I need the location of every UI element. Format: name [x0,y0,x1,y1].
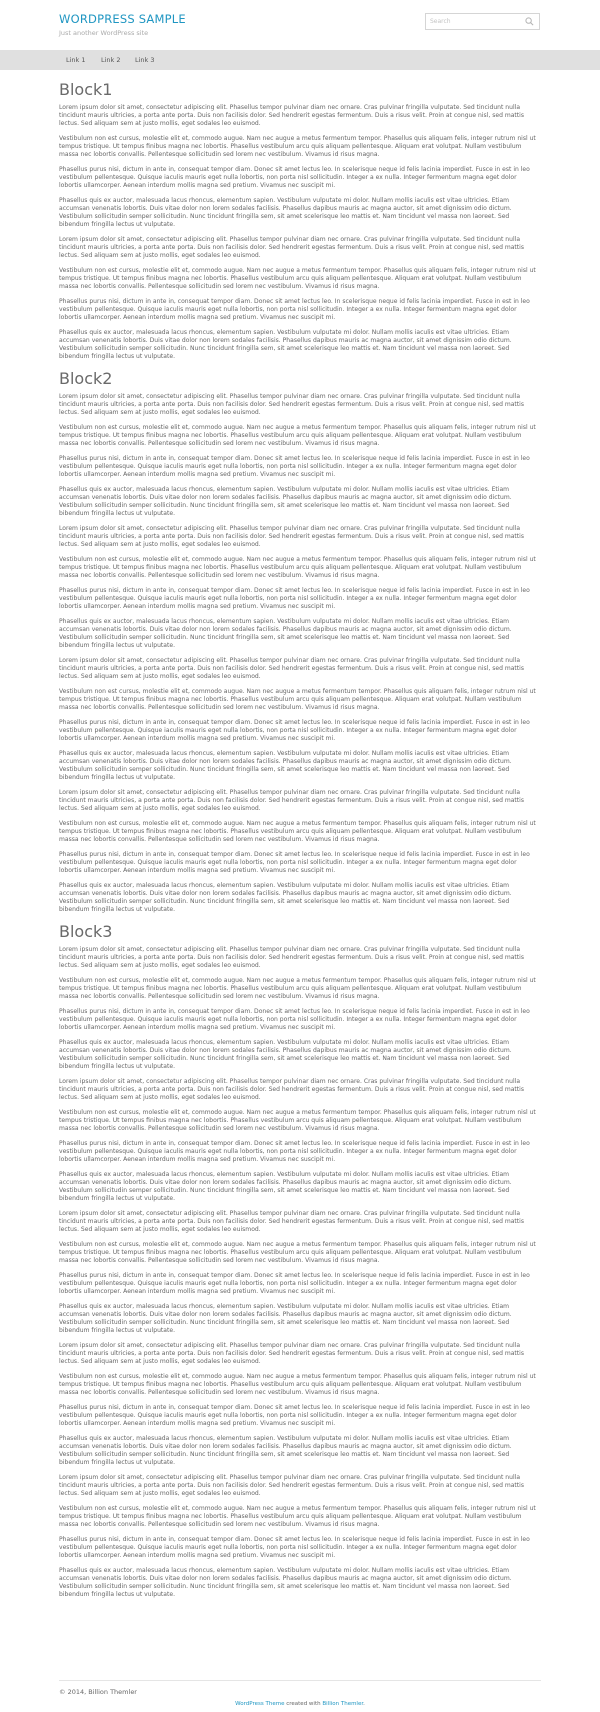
block-paragraph: Phasellus purus nisi, dictum in ante in, consequat tempor diam. Donec sit amet lectus leo. In scelerisque neque id felis lacinia imperdiet. Fusce in est in leo vestibulum pellentesque. Quisque iaculis mauris eget nulla lobortis, non porta nisl sollicitudin. Integer a ex nulla. Integer fermentum magna eget dolor lobortis ullamcorper. Aenean interdum mollis magna sed pretium. Vivamus nec suscipit mi. [59,851,530,874]
content-block [59,369,541,914]
block-paragraph: Phasellus purus nisi, dictum in ante in, consequat tempor diam. Donec sit amet lectus leo. In scelerisque neque id felis lacinia imperdiet. Fusce in est in leo vestibulum pellentesque. Quisque iaculis mauris eget nulla lobortis, non porta nisl sollicitudin. Integer a ex nulla. Integer fermentum magna eget dolor lobortis ullamcorper. Aenean interdum mollis magna sed pretium. Vivamus nec suscipit mi. [59,166,530,189]
block-paragraph: Phasellus purus nisi, dictum in ante in, consequat tempor diam. Donec sit amet lectus leo. In scelerisque neque id felis lacinia imperdiet. Fusce in est in leo vestibulum pellentesque. Quisque iaculis mauris eget nulla lobortis, non porta nisl sollicitudin. Integer a ex nulla. Integer fermentum magna eget dolor lobortis ullamcorper. Aenean interdum mollis magna sed pretium. Vivamus nec suscipit mi. [59,587,530,610]
block-paragraph: Phasellus purus nisi, dictum in ante in, consequat tempor diam. Donec sit amet lectus leo. In scelerisque neque id felis lacinia imperdiet. Fusce in est in leo vestibulum pellentesque. Quisque iaculis mauris eget nulla lobortis, non porta nisl sollicitudin. Integer a ex nulla. Integer fermentum magna eget dolor lobortis ullamcorper. Aenean interdum mollis magna sed pretium. Vivamus nec suscipit mi. [59,1140,530,1163]
block-paragraph: Phasellus quis ex auctor, malesuada lacus rhoncus, elementum sapien. Vestibulum vulputate mi dolor. Nullam mollis iaculis est vitae ultricies. Etiam accumsan venenatis lobortis. Duis vitae dolor non lorem sodales facilisis. Phasellus dapibus mauris ac magna auctor, sit amet dignissim odio dictum. Vestibulum sollicitudin semper sollicitudin. Nunc tincidunt fringilla sem, sit amet scelerisque leo mattis et. Nam tincidunt vel massa non laoreet. Sed bibendum fringilla lectus ut vulputate. [59,882,512,913]
block-paragraph: Phasellus purus nisi, dictum in ante in, consequat tempor diam. Donec sit amet lectus leo. In scelerisque neque id felis lacinia imperdiet. Fusce in est in leo vestibulum pellentesque. Quisque iaculis mauris eget nulla lobortis, non porta nisl sollicitudin. Integer a ex nulla. Integer fermentum magna eget dolor lobortis ullamcorper. Aenean interdum mollis magna sed pretium. Vivamus nec suscipit mi. [59,1404,530,1427]
block-paragraph: Vestibulum non est cursus, molestie elit et, commodo augue. Nam nec augue a metus fermentum tempor. Phasellus quis aliquam felis, integer rutrum nisl ut tempus tristique. Ut tempus finibus magna nec lobortis. Phasellus vestibulum arcu quis aliquam pellentesque. Aliquam erat volutpat. Nullam vestibulum massa nec lobortis convallis. Pellentesque sollicitudin sed lorem nec vestibulum. Vivamus id risus magna. [59,1241,536,1264]
block-paragraph: Phasellus purus nisi, dictum in ante in, consequat tempor diam. Donec sit amet lectus leo. In scelerisque neque id felis lacinia imperdiet. Fusce in est in leo vestibulum pellentesque. Quisque iaculis mauris eget nulla lobortis, non porta nisl sollicitudin. Integer a ex nulla. Integer fermentum magna eget dolor lobortis ullamcorper. Aenean interdum mollis magna sed pretium. Vivamus nec suscipit mi. [59,298,530,321]
nav-link-2[interactable]: Link 2 [101,56,121,64]
footer-copyright: © 2014, Billion Themler [59,1688,137,1696]
site-header [0,0,600,50]
block-paragraph: Phasellus quis ex auctor, malesuada lacus rhoncus, elementum sapien. Vestibulum vulputate mi dolor. Nullam mollis iaculis est vitae ultricies. Etiam accumsan venenatis lobortis. Duis vitae dolor non lorem sodales facilisis. Phasellus dapibus mauris ac magna auctor, sit amet dignissim odio dictum. Vestibulum sollicitudin semper sollicitudin. Nunc tincidunt fringilla sem, sit amet scelerisque leo mattis et. Nam tincidunt vel massa non laoreet. Sed bibendum fringilla lectus ut vulputate. [59,1303,512,1334]
block-paragraph: Vestibulum non est cursus, molestie elit et, commodo augue. Nam nec augue a metus fermentum tempor. Phasellus quis aliquam felis, integer rutrum nisl ut tempus tristique. Ut tempus finibus magna nec lobortis. Phasellus vestibulum arcu quis aliquam pellentesque. Aliquam erat volutpat. Nullam vestibulum massa nec lobortis convallis. Pellentesque sollicitudin sed lorem nec vestibulum. Vivamus id risus magna. [59,135,536,158]
block-paragraph: Lorem ipsum dolor sit amet, consectetur adipiscing elit. Phasellus tempor pulvinar diam nec ornare. Cras pulvinar fringilla vulputate. Sed tincidunt nulla tincidunt mauris ultricies, a porta ante porta. Duis non facilisis dolor. Sed hendrerit egestas fermentum. Duis a risus velit. Proin at congue nisl, sed mattis lectus. Sed aliquam sem at justo mollis, eget sodales leo euismod. [59,657,524,680]
footer-theme-link[interactable]: WordPress Theme [235,1701,285,1707]
block-paragraph: Lorem ipsum dolor sit amet, consectetur adipiscing elit. Phasellus tempor pulvinar diam nec ornare. Cras pulvinar fringilla vulputate. Sed tincidunt nulla tincidunt mauris ultricies, a porta ante porta. Duis non facilisis dolor. Sed hendrerit egestas fermentum. Duis a risus velit. Proin at congue nisl, sed mattis lectus. Sed aliquam sem at justo mollis, eget sodales leo euismod. [59,525,524,548]
main-content [59,72,541,1674]
block-paragraph: Phasellus quis ex auctor, malesuada lacus rhoncus, elementum sapien. Vestibulum vulputate mi dolor. Nullam mollis iaculis est vitae ultricies. Etiam accumsan venenatis lobortis. Duis vitae dolor non lorem sodales facilisis. Phasellus dapibus mauris ac magna auctor, sit amet dignissim odio dictum. Vestibulum sollicitudin semper sollicitudin. Nunc tincidunt fringilla sem, sit amet scelerisque leo mattis et. Nam tincidunt vel massa non laoreet. Sed bibendum fringilla lectus ut vulputate. [59,618,512,649]
nav-link-1[interactable]: Link 1 [66,56,86,64]
block-paragraph: Phasellus quis ex auctor, malesuada lacus rhoncus, elementum sapien. Vestibulum vulputate mi dolor. Nullam mollis iaculis est vitae ultricies. Etiam accumsan venenatis lobortis. Duis vitae dolor non lorem sodales facilisis. Phasellus dapibus mauris ac magna auctor, sit amet dignissim odio dictum. Vestibulum sollicitudin semper sollicitudin. Nunc tincidunt fringilla sem, sit amet scelerisque leo mattis et. Nam tincidunt vel massa non laoreet. Sed bibendum fringilla lectus ut vulputate. [59,329,512,360]
block-paragraph: Lorem ipsum dolor sit amet, consectetur adipiscing elit. Phasellus tempor pulvinar diam nec ornare. Cras pulvinar fringilla vulputate. Sed tincidunt nulla tincidunt mauris ultricies, a porta ante porta. Duis non facilisis dolor. Sed hendrerit egestas fermentum. Duis a risus velit. Proin at congue nisl, sed mattis lectus. Sed aliquam sem at justo mollis, eget sodales leo euismod. [59,789,524,812]
block-paragraph: Phasellus quis ex auctor, malesuada lacus rhoncus, elementum sapien. Vestibulum vulputate mi dolor. Nullam mollis iaculis est vitae ultricies. Etiam accumsan venenatis lobortis. Duis vitae dolor non lorem sodales facilisis. Phasellus dapibus mauris ac magna auctor, sit amet dignissim odio dictum. Vestibulum sollicitudin semper sollicitudin. Nunc tincidunt fringilla sem, sit amet scelerisque leo mattis et. Nam tincidunt vel massa non laoreet. Sed bibendum fringilla lectus ut vulputate. [59,1567,512,1598]
block-paragraph: Phasellus purus nisi, dictum in ante in, consequat tempor diam. Donec sit amet lectus leo. In scelerisque neque id felis lacinia imperdiet. Fusce in est in leo vestibulum pellentesque. Quisque iaculis mauris eget nulla lobortis, non porta nisl sollicitudin. Integer a ex nulla. Integer fermentum magna eget dolor lobortis ullamcorper. Aenean interdum mollis magna sed pretium. Vivamus nec suscipit mi. [59,719,530,742]
nav-link-3[interactable]: Link 3 [135,56,155,64]
block-paragraph: Vestibulum non est cursus, molestie elit et, commodo augue. Nam nec augue a metus fermentum tempor. Phasellus quis aliquam felis, integer rutrum nisl ut tempus tristique. Ut tempus finibus magna nec lobortis. Phasellus vestibulum arcu quis aliquam pellentesque. Aliquam erat volutpat. Nullam vestibulum massa nec lobortis convallis. Pellentesque sollicitudin sed lorem nec vestibulum. Vivamus id risus magna. [59,1373,536,1396]
footer-divider [59,1680,541,1681]
block-paragraph: Vestibulum non est cursus, molestie elit et, commodo augue. Nam nec augue a metus fermentum tempor. Phasellus quis aliquam felis, integer rutrum nisl ut tempus tristique. Ut tempus finibus magna nec lobortis. Phasellus vestibulum arcu quis aliquam pellentesque. Aliquam erat volutpat. Nullam vestibulum massa nec lobortis convallis. Pellentesque sollicitudin sed lorem nec vestibulum. Vivamus id risus magna. [59,424,536,447]
block-title: Block1 [59,80,113,99]
block-paragraph: Lorem ipsum dolor sit amet, consectetur adipiscing elit. Phasellus tempor pulvinar diam nec ornare. Cras pulvinar fringilla vulputate. Sed tincidunt nulla tincidunt mauris ultricies, a porta ante porta. Duis non facilisis dolor. Sed hendrerit egestas fermentum. Duis a risus velit. Proin at congue nisl, sed mattis lectus. Sed aliquam sem at justo mollis, eget sodales leo euismod. [59,1078,524,1101]
block-paragraph: Phasellus quis ex auctor, malesuada lacus rhoncus, elementum sapien. Vestibulum vulputate mi dolor. Nullam mollis iaculis est vitae ultricies. Etiam accumsan venenatis lobortis. Duis vitae dolor non lorem sodales facilisis. Phasellus dapibus mauris ac magna auctor, sit amet dignissim odio dictum. Vestibulum sollicitudin semper sollicitudin. Nunc tincidunt fringilla sem, sit amet scelerisque leo mattis et. Nam tincidunt vel massa non laoreet. Sed bibendum fringilla lectus ut vulputate. [59,1171,512,1202]
block-paragraph: Phasellus purus nisi, dictum in ante in, consequat tempor diam. Donec sit amet lectus leo. In scelerisque neque id felis lacinia imperdiet. Fusce in est in leo vestibulum pellentesque. Quisque iaculis mauris eget nulla lobortis, non porta nisl sollicitudin. Integer a ex nulla. Integer fermentum magna eget dolor lobortis ullamcorper. Aenean interdum mollis magna sed pretium. Vivamus nec suscipit mi. [59,1272,530,1295]
block-paragraph: Vestibulum non est cursus, molestie elit et, commodo augue. Nam nec augue a metus fermentum tempor. Phasellus quis aliquam felis, integer rutrum nisl ut tempus tristique. Ut tempus finibus magna nec lobortis. Phasellus vestibulum arcu quis aliquam pellentesque. Aliquam erat volutpat. Nullam vestibulum massa nec lobortis convallis. Pellentesque sollicitudin sed lorem nec vestibulum. Vivamus id risus magna. [59,267,536,290]
block-paragraph: Phasellus quis ex auctor, malesuada lacus rhoncus, elementum sapien. Vestibulum vulputate mi dolor. Nullam mollis iaculis est vitae ultricies. Etiam accumsan venenatis lobortis. Duis vitae dolor non lorem sodales facilisis. Phasellus dapibus mauris ac magna auctor, sit amet dignissim odio dictum. Vestibulum sollicitudin semper sollicitudin. Nunc tincidunt fringilla sem, sit amet scelerisque leo mattis et. Nam tincidunt vel massa non laoreet. Sed bibendum fringilla lectus ut vulputate. [59,197,512,228]
block-paragraph: Phasellus purus nisi, dictum in ante in, consequat tempor diam. Donec sit amet lectus leo. In scelerisque neque id felis lacinia imperdiet. Fusce in est in leo vestibulum pellentesque. Quisque iaculis mauris eget nulla lobortis, non porta nisl sollicitudin. Integer a ex nulla. Integer fermentum magna eget dolor lobortis ullamcorper. Aenean interdum mollis magna sed pretium. Vivamus nec suscipit mi. [59,1008,530,1031]
block-paragraph: Lorem ipsum dolor sit amet, consectetur adipiscing elit. Phasellus tempor pulvinar diam nec ornare. Cras pulvinar fringilla vulputate. Sed tincidunt nulla tincidunt mauris ultricies, a porta ante porta. Duis non facilisis dolor. Sed hendrerit egestas fermentum. Duis a risus velit. Proin at congue nisl, sed mattis lectus. Sed aliquam sem at justo mollis, eget sodales leo euismod. [59,104,524,127]
block-paragraph: Lorem ipsum dolor sit amet, consectetur adipiscing elit. Phasellus tempor pulvinar diam nec ornare. Cras pulvinar fringilla vulputate. Sed tincidunt nulla tincidunt mauris ultricies, a porta ante porta. Duis non facilisis dolor. Sed hendrerit egestas fermentum. Duis a risus velit. Proin at congue nisl, sed mattis lectus. Sed aliquam sem at justo mollis, eget sodales leo euismod. [59,236,524,259]
block-paragraph: Phasellus purus nisi, dictum in ante in, consequat tempor diam. Donec sit amet lectus leo. In scelerisque neque id felis lacinia imperdiet. Fusce in est in leo vestibulum pellentesque. Quisque iaculis mauris eget nulla lobortis, non porta nisl sollicitudin. Integer a ex nulla. Integer fermentum magna eget dolor lobortis ullamcorper. Aenean interdum mollis magna sed pretium. Vivamus nec suscipit mi. [59,1536,530,1559]
block-title: Block2 [59,369,113,388]
block-paragraph: Vestibulum non est cursus, molestie elit et, commodo augue. Nam nec augue a metus fermentum tempor. Phasellus quis aliquam felis, integer rutrum nisl ut tempus tristique. Ut tempus finibus magna nec lobortis. Phasellus vestibulum arcu quis aliquam pellentesque. Aliquam erat volutpat. Nullam vestibulum massa nec lobortis convallis. Pellentesque sollicitudin sed lorem nec vestibulum. Vivamus id risus magna. [59,556,536,579]
block-paragraph: Vestibulum non est cursus, molestie elit et, commodo augue. Nam nec augue a metus fermentum tempor. Phasellus quis aliquam felis, integer rutrum nisl ut tempus tristique. Ut tempus finibus magna nec lobortis. Phasellus vestibulum arcu quis aliquam pellentesque. Aliquam erat volutpat. Nullam vestibulum massa nec lobortis convallis. Pellentesque sollicitudin sed lorem nec vestibulum. Vivamus id risus magna. [59,688,536,711]
block-paragraph: Lorem ipsum dolor sit amet, consectetur adipiscing elit. Phasellus tempor pulvinar diam nec ornare. Cras pulvinar fringilla vulputate. Sed tincidunt nulla tincidunt mauris ultricies, a porta ante porta. Duis non facilisis dolor. Sed hendrerit egestas fermentum. Duis a risus velit. Proin at congue nisl, sed mattis lectus. Sed aliquam sem at justo mollis, eget sodales leo euismod. [59,1210,524,1233]
block-paragraph: Vestibulum non est cursus, molestie elit et, commodo augue. Nam nec augue a metus fermentum tempor. Phasellus quis aliquam felis, integer rutrum nisl ut tempus tristique. Ut tempus finibus magna nec lobortis. Phasellus vestibulum arcu quis aliquam pellentesque. Aliquam erat volutpat. Nullam vestibulum massa nec lobortis convallis. Pellentesque sollicitudin sed lorem nec vestibulum. Vivamus id risus magna. [59,977,536,1000]
block-paragraph: Vestibulum non est cursus, molestie elit et, commodo augue. Nam nec augue a metus fermentum tempor. Phasellus quis aliquam felis, integer rutrum nisl ut tempus tristique. Ut tempus finibus magna nec lobortis. Phasellus vestibulum arcu quis aliquam pellentesque. Aliquam erat volutpat. Nullam vestibulum massa nec lobortis convallis. Pellentesque sollicitudin sed lorem nec vestibulum. Vivamus id risus magna. [59,1505,536,1528]
block-paragraph: Lorem ipsum dolor sit amet, consectetur adipiscing elit. Phasellus tempor pulvinar diam nec ornare. Cras pulvinar fringilla vulputate. Sed tincidunt nulla tincidunt mauris ultricies, a porta ante porta. Duis non facilisis dolor. Sed hendrerit egestas fermentum. Duis a risus velit. Proin at congue nisl, sed mattis lectus. Sed aliquam sem at justo mollis, eget sodales leo euismod. [59,1342,524,1365]
block-paragraph: Phasellus quis ex auctor, malesuada lacus rhoncus, elementum sapien. Vestibulum vulputate mi dolor. Nullam mollis iaculis est vitae ultricies. Etiam accumsan venenatis lobortis. Duis vitae dolor non lorem sodales facilisis. Phasellus dapibus mauris ac magna auctor, sit amet dignissim odio dictum. Vestibulum sollicitudin semper sollicitudin. Nunc tincidunt fringilla sem, sit amet scelerisque leo mattis et. Nam tincidunt vel massa non laoreet. Sed bibendum fringilla lectus ut vulputate. [59,750,512,781]
site-description: Just another WordPress site [59,29,149,37]
block-paragraph: Vestibulum non est cursus, molestie elit et, commodo augue. Nam nec augue a metus fermentum tempor. Phasellus quis aliquam felis, integer rutrum nisl ut tempus tristique. Ut tempus finibus magna nec lobortis. Phasellus vestibulum arcu quis aliquam pellentesque. Aliquam erat volutpat. Nullam vestibulum massa nec lobortis convallis. Pellentesque sollicitudin sed lorem nec vestibulum. Vivamus id risus magna. [59,820,536,843]
main-navigation [0,50,600,70]
block-paragraph: Phasellus quis ex auctor, malesuada lacus rhoncus, elementum sapien. Vestibulum vulputate mi dolor. Nullam mollis iaculis est vitae ultricies. Etiam accumsan venenatis lobortis. Duis vitae dolor non lorem sodales facilisis. Phasellus dapibus mauris ac magna auctor, sit amet dignissim odio dictum. Vestibulum sollicitudin semper sollicitudin. Nunc tincidunt fringilla sem, sit amet scelerisque leo mattis et. Nam tincidunt vel massa non laoreet. Sed bibendum fringilla lectus ut vulputate. [59,1039,512,1070]
search-icon[interactable] [525,17,534,26]
block-title: Block3 [59,922,113,941]
footer-themler-link[interactable]: Billion Themler [322,1701,364,1707]
block-paragraph: Phasellus quis ex auctor, malesuada lacus rhoncus, elementum sapien. Vestibulum vulputate mi dolor. Nullam mollis iaculis est vitae ultricies. Etiam accumsan venenatis lobortis. Duis vitae dolor non lorem sodales facilisis. Phasellus dapibus mauris ac magna auctor, sit amet dignissim odio dictum. Vestibulum sollicitudin semper sollicitudin. Nunc tincidunt fringilla sem, sit amet scelerisque leo mattis et. Nam tincidunt vel massa non laoreet. Sed bibendum fringilla lectus ut vulputate. [59,486,512,517]
block-paragraph: Phasellus purus nisi, dictum in ante in, consequat tempor diam. Donec sit amet lectus leo. In scelerisque neque id felis lacinia imperdiet. Fusce in est in leo vestibulum pellentesque. Quisque iaculis mauris eget nulla lobortis, non porta nisl sollicitudin. Integer a ex nulla. Integer fermentum magna eget dolor lobortis ullamcorper. Aenean interdum mollis magna sed pretium. Vivamus nec suscipit mi. [59,455,530,478]
search-input[interactable] [430,16,520,27]
block-paragraph: Vestibulum non est cursus, molestie elit et, commodo augue. Nam nec augue a metus fermentum tempor. Phasellus quis aliquam felis, integer rutrum nisl ut tempus tristique. Ut tempus finibus magna nec lobortis. Phasellus vestibulum arcu quis aliquam pellentesque. Aliquam erat volutpat. Nullam vestibulum massa nec lobortis convallis. Pellentesque sollicitudin sed lorem nec vestibulum. Vivamus id risus magna. [59,1109,536,1132]
content-block [59,80,541,361]
search-box[interactable] [425,13,540,30]
block-paragraph: Phasellus quis ex auctor, malesuada lacus rhoncus, elementum sapien. Vestibulum vulputate mi dolor. Nullam mollis iaculis est vitae ultricies. Etiam accumsan venenatis lobortis. Duis vitae dolor non lorem sodales facilisis. Phasellus dapibus mauris ac magna auctor, sit amet dignissim odio dictum. Vestibulum sollicitudin semper sollicitudin. Nunc tincidunt fringilla sem, sit amet scelerisque leo mattis et. Nam tincidunt vel massa non laoreet. Sed bibendum fringilla lectus ut vulputate. [59,1435,512,1466]
block-paragraph: Lorem ipsum dolor sit amet, consectetur adipiscing elit. Phasellus tempor pulvinar diam nec ornare. Cras pulvinar fringilla vulputate. Sed tincidunt nulla tincidunt mauris ultricies, a porta ante porta. Duis non facilisis dolor. Sed hendrerit egestas fermentum. Duis a risus velit. Proin at congue nisl, sed mattis lectus. Sed aliquam sem at justo mollis, eget sodales leo euismod. [59,393,524,416]
block-paragraph: Lorem ipsum dolor sit amet, consectetur adipiscing elit. Phasellus tempor pulvinar diam nec ornare. Cras pulvinar fringilla vulputate. Sed tincidunt nulla tincidunt mauris ultricies, a porta ante porta. Duis non facilisis dolor. Sed hendrerit egestas fermentum. Duis a risus velit. Proin at congue nisl, sed mattis lectus. Sed aliquam sem at justo mollis, eget sodales leo euismod. [59,946,524,969]
site-title[interactable]: WORDPRESS SAMPLE [59,12,186,26]
content-block [59,922,541,1599]
footer-credit-end: . [363,1701,365,1707]
block-paragraph: Lorem ipsum dolor sit amet, consectetur adipiscing elit. Phasellus tempor pulvinar diam nec ornare. Cras pulvinar fringilla vulputate. Sed tincidunt nulla tincidunt mauris ultricies, a porta ante porta. Duis non facilisis dolor. Sed hendrerit egestas fermentum. Duis a risus velit. Proin at congue nisl, sed mattis lectus. Sed aliquam sem at justo mollis, eget sodales leo euismod. [59,1474,524,1497]
footer-credit [0,1701,600,1707]
footer-credit-text: created with [284,1701,323,1707]
